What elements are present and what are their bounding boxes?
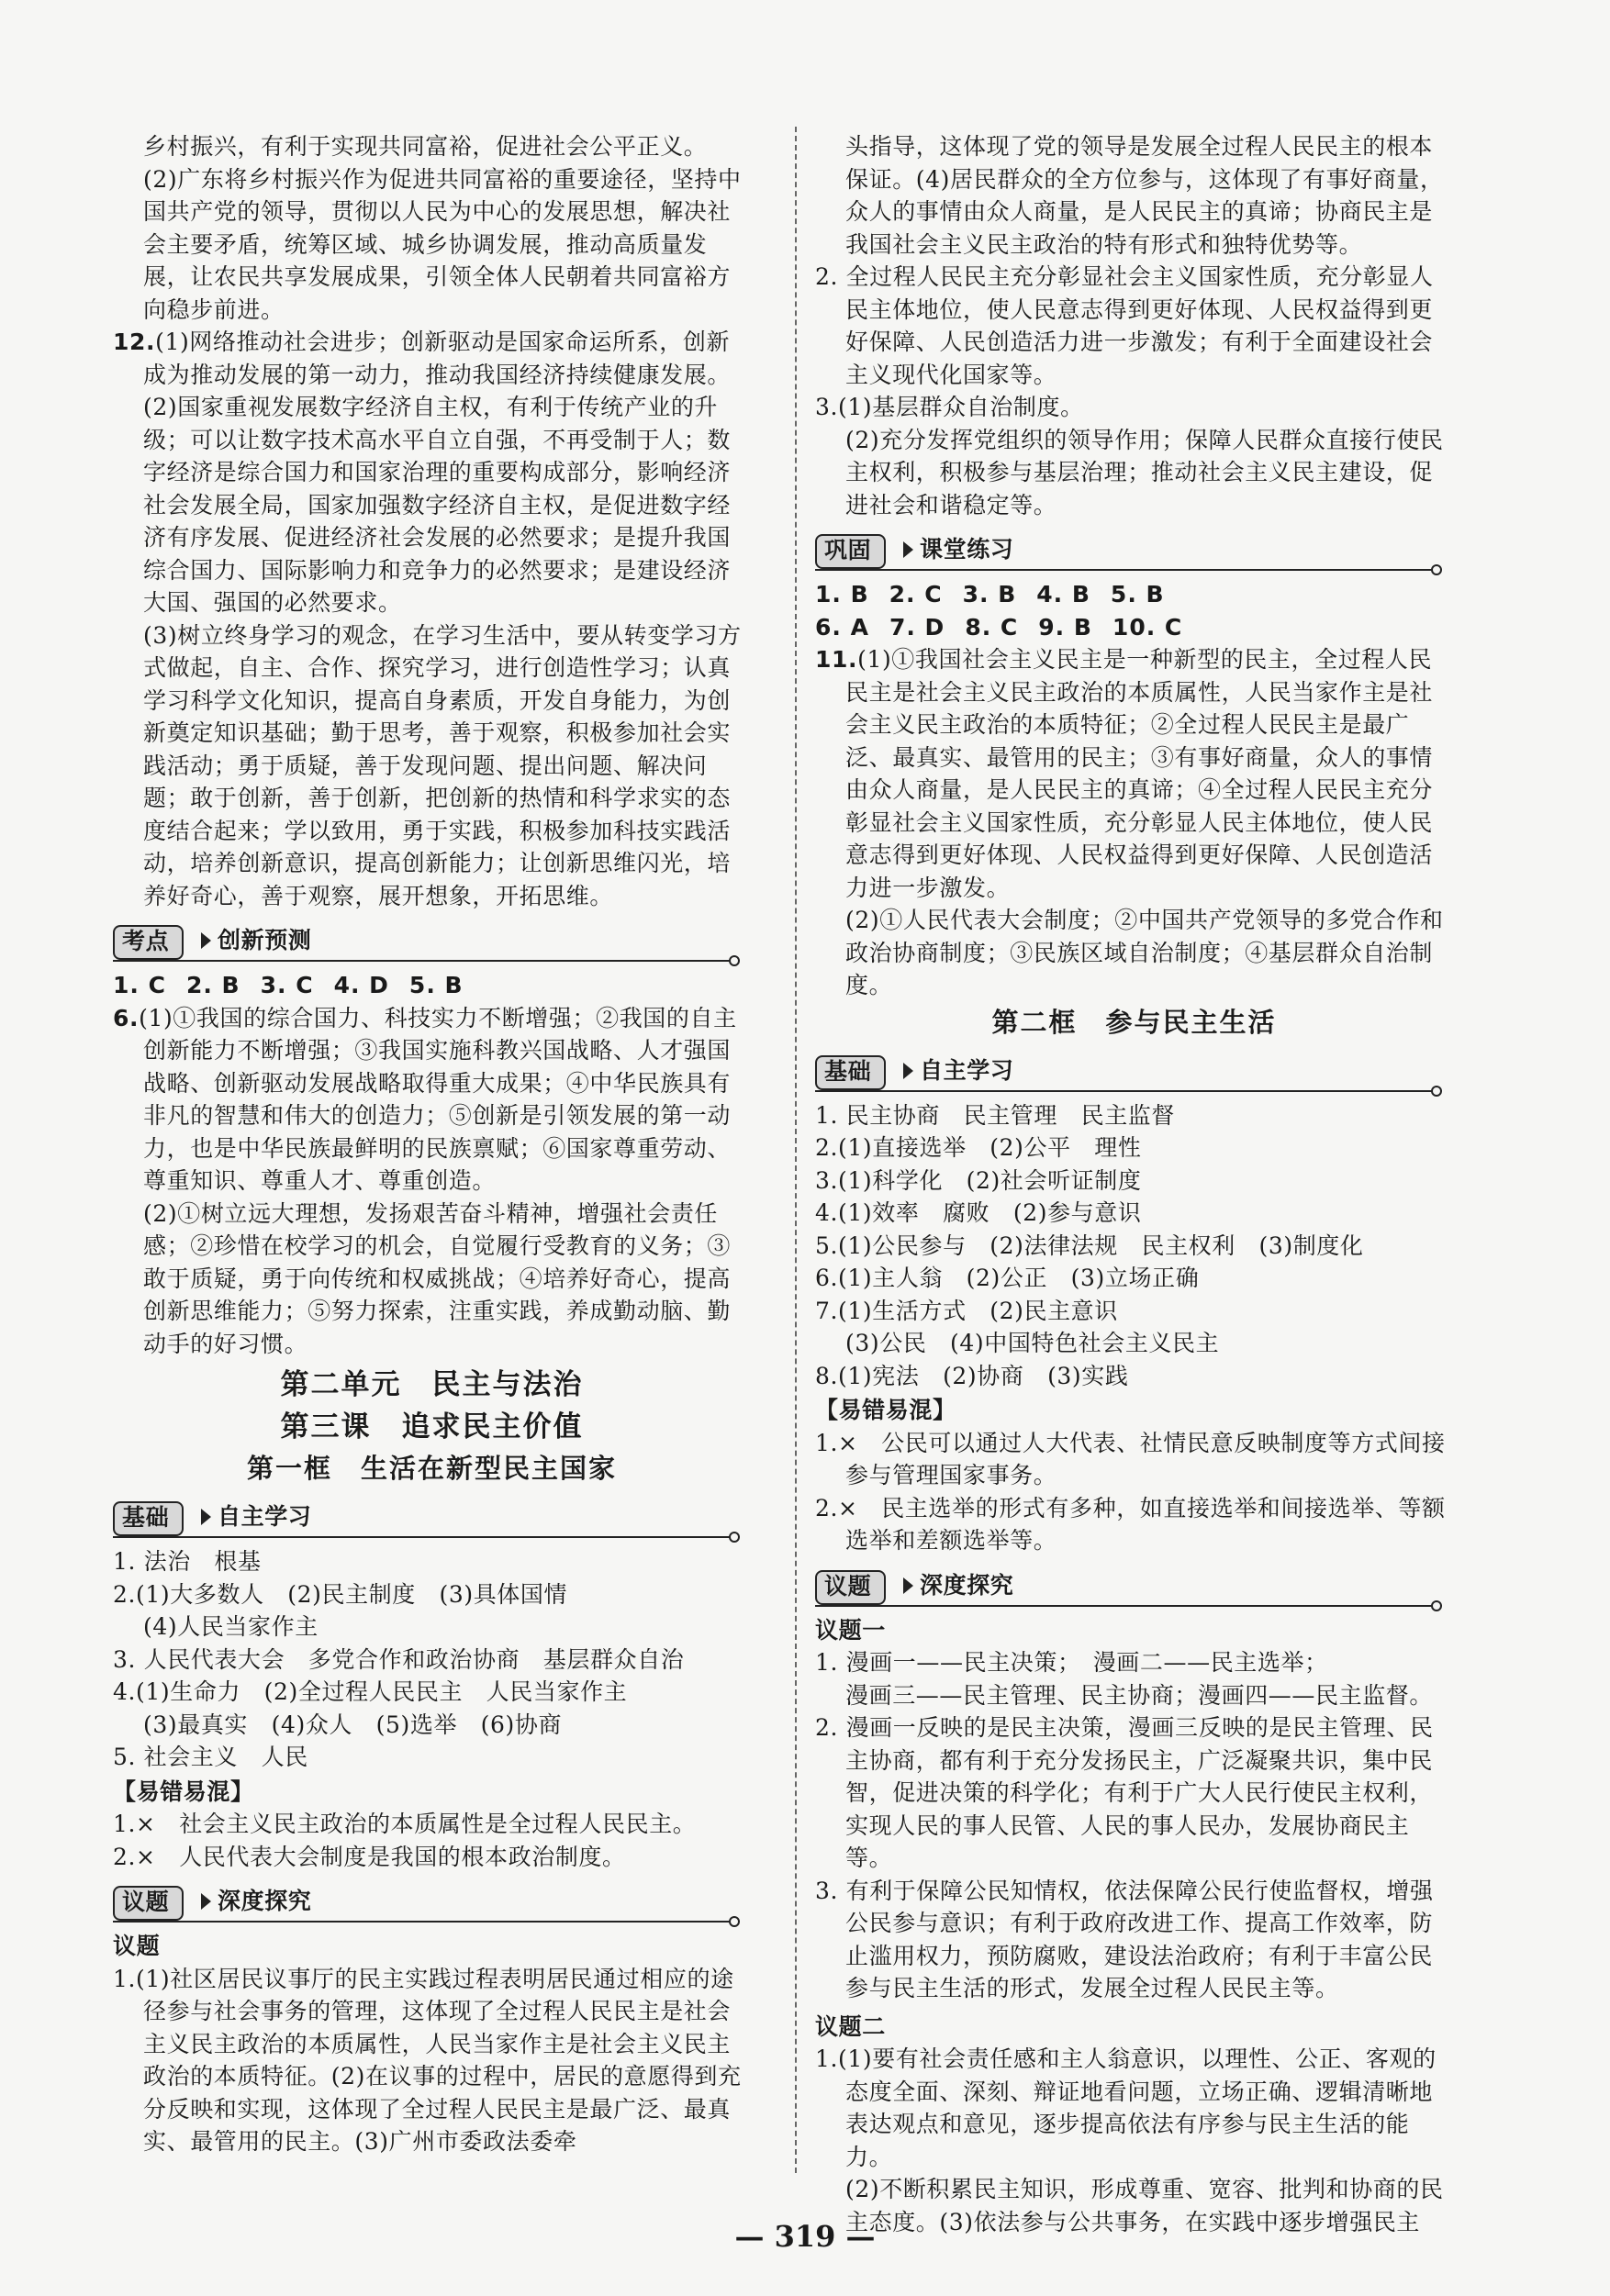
jichu-line: 3.(1)科学化 (2)社会听证制度	[815, 1166, 1142, 1194]
answer-item: 4. D	[333, 972, 389, 998]
question-6	[113, 1002, 751, 1361]
q11-part1: (1)①我国社会主义民主是一种新型的民主，全过程人民民主是社会主义民主政治的本质属性，人民当家作主是社会主义民主政治的本质特征；②全过程人民民主是最广泛、最真实、最管用的民主；③有事好商量，众人的事情由众人商量，是人民民主的真谛；④全过程人民民主充分彰显社会主义国家性质，充分彰显人民主体地位，使人民意志得到更好体现、人民权益得到更好保障、人民创造活力进一步激发。	[845, 646, 1434, 901]
section-title: 创新预测	[218, 927, 312, 953]
section-header-yiti	[815, 1565, 1453, 1609]
unit-title: 第二单元 民主与法治	[280, 1368, 584, 1401]
section-title: 深度探究	[218, 1888, 312, 1914]
yicuo-line: 2.× 人民代表大会制度是我国的根本政治制度。	[113, 1843, 626, 1870]
yiti2-paragraph: 1.(1)要有社会责任感和主人翁意识，以理性、公正、客观的态度全面、深刻、辩证地看问题，立场正确、逻辑清晰地表达观点和意见，逐步提高依法有序参与民主生活的能力。	[815, 2045, 1437, 2170]
answer-row	[113, 969, 751, 1002]
yiti-paragraph: 1.(1)社区居民议事厅的民主实践过程表明居民通过相应的途径参与社会事务的管理，这体现了全过程人民民主是社会主义民主政治的本质属性，人民当家作主是社会主义民主政治的本质特征。(2)在议事的过程中，居民的意愿得到充分反映和实现，这体现了全过程人民民主是最广泛、最真实、最管用的民主。(3)广州市委政法委牵	[113, 1965, 742, 2155]
section-rule	[113, 1536, 732, 1538]
yicuo-line: 1.× 社会主义民主政治的本质属性是全过程人民民主。	[113, 1811, 697, 1837]
page-number: — 319 —	[734, 2219, 876, 2254]
jichu-line: (3)最真实 (4)众人 (5)选举 (6)协商	[143, 1711, 563, 1738]
answer-item: 5. B	[408, 972, 464, 998]
section-header-jichu	[113, 1496, 751, 1540]
section-tag: 议题	[815, 1570, 886, 1605]
jichu-line: (3)公民 (4)中国特色社会主义民主	[845, 1330, 1220, 1356]
answer-item: 7. D	[889, 613, 945, 641]
section-tag: 议题	[113, 1886, 184, 1921]
arrow-icon	[201, 1509, 211, 1525]
question-11	[815, 643, 1453, 1002]
column-divider	[795, 127, 798, 2173]
yicuo-line: 1.× 公民可以通过人大代表、社情民意反映制度等方式间接参与管理国家事务。	[815, 1429, 1446, 1488]
yicuo-label: 【易错易混】	[815, 1397, 956, 1423]
answer-3b: (2)充分发挥党组织的领导作用；保障人民群众直接行使民主权利，积极参与基层治理；推动社会主义民主建设，促进社会和谐稳定等。	[845, 426, 1444, 518]
answer-item: 1. C	[113, 972, 166, 998]
continued-paragraph: 头指导，这体现了党的领导是发展全过程人民民主的根本保证。(4)居民群众的全方位参与，这体现了有事好商量，众人的事情由众人商量，是人民民主的真谛；协商民主是我国社会主义民主政治的特有形式和独特优势等。	[845, 133, 1444, 258]
intro-line: 乡村振兴，有利于实现共同富裕，促进社会公平正义。	[143, 133, 708, 160]
q6-part1: (1)①我国的综合国力、科技实力不断增强；②我国的自主创新能力不断增强；③我国实施科教兴国战略、人才强国战略、创新驱动发展战略取得重大成果；④中华民族具有非凡的智慧和伟大的创造力；⑤创新是引领发展的第一动力，也是中华民族最鲜明的民族禀赋；⑥国家尊重劳动、尊重知识、尊重人才、尊重创造。	[139, 1004, 737, 1194]
answer-item: 9. B	[1038, 613, 1092, 641]
jichu-line: 2.(1)直接选举 (2)公平 理性	[815, 1134, 1142, 1161]
frame-title: 第二框 参与民主生活	[991, 1006, 1277, 1038]
q12-part1: (1)网络推动社会进步；创新驱动是国家命运所系，创新成为推动发展的第一动力，推动我国经济持续健康发展。	[143, 329, 732, 388]
answer-row	[815, 611, 1453, 644]
yiti-label: 议题二	[815, 2012, 886, 2040]
section-header-gonggu	[815, 529, 1453, 573]
left-column	[113, 130, 751, 2158]
jichu-line: 4.(1)效率 腐败 (2)参与意识	[815, 1199, 1142, 1226]
yiti1-line: 1. 漫画一——民主决策； 漫画二——民主选举；	[815, 1649, 1328, 1676]
section-title: 自主学习	[218, 1503, 312, 1530]
question-12	[113, 326, 751, 912]
jichu-line: 2.(1)大多数人 (2)民主制度 (3)具体国情	[113, 1580, 568, 1608]
yiti1-line: 漫画三——民主管理、民主协商；漫画四——民主监督。	[845, 1681, 1434, 1709]
jichu-line: (4)人民当家作主	[143, 1613, 319, 1640]
jichu-line: 5. 社会主义 人民	[113, 1744, 308, 1770]
section-title: 课堂练习	[920, 536, 1014, 563]
yiti-label: 议题一	[815, 1616, 886, 1644]
yiti1-line: 2. 漫画一反映的是民主决策，漫画三反映的是民主管理、民主协商，都有利于充分发扬民主，广泛凝聚共识，集中民智，促进决策的科学化；有利于广大人民行使民主权利，实现人民的事人民管、人民的事人民办，发展协商民主等。	[815, 1714, 1434, 1871]
answer-item: 10. C	[1112, 613, 1183, 641]
section-title: 深度探究	[920, 1571, 1014, 1599]
answer-item: 5. B	[1110, 581, 1165, 607]
yicuo-label: 【易错易混】	[113, 1778, 254, 1805]
frame-title: 第一框 生活在新型民主国家	[246, 1453, 617, 1484]
question-number: 6.	[113, 1004, 140, 1031]
answer-item: 1. B	[815, 581, 869, 607]
q6-part2: (2)①树立远大理想，发扬艰苦奋斗精神，增强社会责任感；②珍惜在校学习的机会，自觉履行受教育的义务；③敢于质疑，勇于向传统和权威挑战；④培养好奇心，提高创新思维能力；⑤努力探索，注重实践，养成勤动脑、勤动手的好习惯。	[143, 1199, 732, 1357]
arrow-icon	[201, 932, 211, 949]
jichu-line: 7.(1)生活方式 (2)民主意识	[815, 1297, 1118, 1324]
jichu-line: 8.(1)宪法 (2)协商 (3)实践	[815, 1362, 1129, 1389]
section-header-jichu	[815, 1050, 1453, 1094]
answer-3a: 3.(1)基层群众自治制度。	[815, 394, 1084, 420]
answer-2: 2. 全过程人民民主充分彰显社会主义国家性质，充分彰显人民主体地位，使人民意志得到更好体现、人民权益得到更好保障、人民创造活力进一步激发；有利于全面建设社会主义现代化国家等。	[815, 263, 1434, 388]
section-rule	[113, 960, 732, 962]
q12-part2: (2)国家重视发展数字经济自主权，有利于传统产业的升级；可以让数字技术高水平自立自强，不再受制于人；数字经济是综合国力和国家治理的重要构成部分，影响经济社会发展全局，国家加强数字经济自主权，是促进数字经济有序发展、促进经济社会发展的必然要求；是提升我国综合国力、国际影响力和竞争力的必然要求；是建设经济大国、强国的必然要求。	[143, 394, 732, 616]
yiti-label: 议题	[113, 1933, 161, 1959]
yicuo-line: 2.× 民主选举的形式有多种，如直接选举和间接选举、等额选举和差额选举等。	[815, 1494, 1446, 1554]
lesson-title: 第三课 追求民主价值	[280, 1410, 584, 1443]
section-rule	[815, 1090, 1435, 1092]
section-tag: 基础	[815, 1055, 886, 1090]
answer-row	[815, 578, 1453, 611]
section-tag: 基础	[113, 1501, 184, 1536]
section-rule	[113, 1921, 732, 1923]
right-column	[815, 130, 1453, 2238]
answer-item: 4. B	[1036, 581, 1090, 607]
section-title: 自主学习	[920, 1056, 1014, 1084]
jichu-line: 4.(1)生命力 (2)全过程人民民主 人民当家作主	[113, 1678, 628, 1705]
jichu-line: 1. 法治 根基	[113, 1548, 262, 1575]
section-rule	[815, 569, 1435, 571]
arrow-icon	[903, 1063, 913, 1079]
q12-part3: (3)树立终身学习的观念，在学习生活中，要从转变学习方式做起，自主、合作、探究学习，进行创造性学习；认真学习科学文化知识，提高自身素质，开发自身能力，为创新奠定知识基础；勤于思考，善于观察，积极参加社会实践活动；勇于质疑，善于发现问题、提出问题、解决问题；敢于创新，善于创新，把创新的热情和科学求实的态度结合起来；学以致用，勇于实践，积极参加科技实践活动，培养创新意识，提高创新能力；让创新思维闪光，培养好奇心，善于观察，展开想象，开拓思维。	[143, 621, 742, 909]
section-rule	[815, 1605, 1435, 1607]
question-number: 11.	[815, 646, 858, 673]
arrow-icon	[903, 541, 913, 558]
question-number: 12.	[113, 329, 156, 355]
section-tag: 考点	[113, 925, 184, 960]
section-tag: 巩固	[815, 534, 886, 569]
jichu-line: 1. 民主协商 民主管理 民主监督	[815, 1101, 1176, 1129]
answer-item: 8. C	[965, 613, 1019, 641]
yiti1-line: 3. 有利于保障公民知情权，依法保障公民行使监督权，增强公民参与意识；有利于政府改进工作、提高工作效率，防止滥用权力，预防腐败，建设法治政府；有利于丰富公民参与民主生活的形式，发展全过程人民民主等。	[815, 1877, 1434, 2001]
arrow-icon	[903, 1577, 913, 1594]
answer-item: 3. B	[962, 581, 1017, 607]
section-header-yiti	[113, 1880, 751, 1924]
section-header-kaodian	[113, 920, 751, 964]
answer-item: 2. C	[889, 581, 943, 607]
answer-item: 6. A	[815, 613, 869, 641]
jichu-line: 5.(1)公民参与 (2)法律法规 民主权利 (3)制度化	[815, 1232, 1364, 1259]
jichu-line: 6.(1)主人翁 (2)公正 (3)立场正确	[815, 1265, 1200, 1291]
yiti2-paragraph: (2)不断积累民主知识，形成尊重、宽容、批判和协商的民主态度。(3)依法参与公共事务，在实践中逐步增强民主	[845, 2176, 1444, 2235]
answer-item: 3. C	[260, 972, 314, 998]
intro-paragraph: (2)广东将乡村振兴作为促进共同富裕的重要途径，坚持中国共产党的领导，贯彻以人民为中心的发展思想，解决社会主要矛盾，统筹区域、城乡协调发展，推动高质量发展，让农民共享发展成果，引领全体人民朝着共同富裕方向稳步前进。	[143, 165, 742, 323]
jichu-line: 3. 人民代表大会 多党合作和政治协商 基层群众自治	[113, 1645, 685, 1673]
answer-item: 2. B	[185, 972, 240, 998]
arrow-icon	[201, 1893, 211, 1910]
q11-part2: (2)①人民代表大会制度；②中国共产党领导的多党合作和政治协商制度；③民族区域自治制度；④基层群众自治制度。	[845, 907, 1444, 998]
